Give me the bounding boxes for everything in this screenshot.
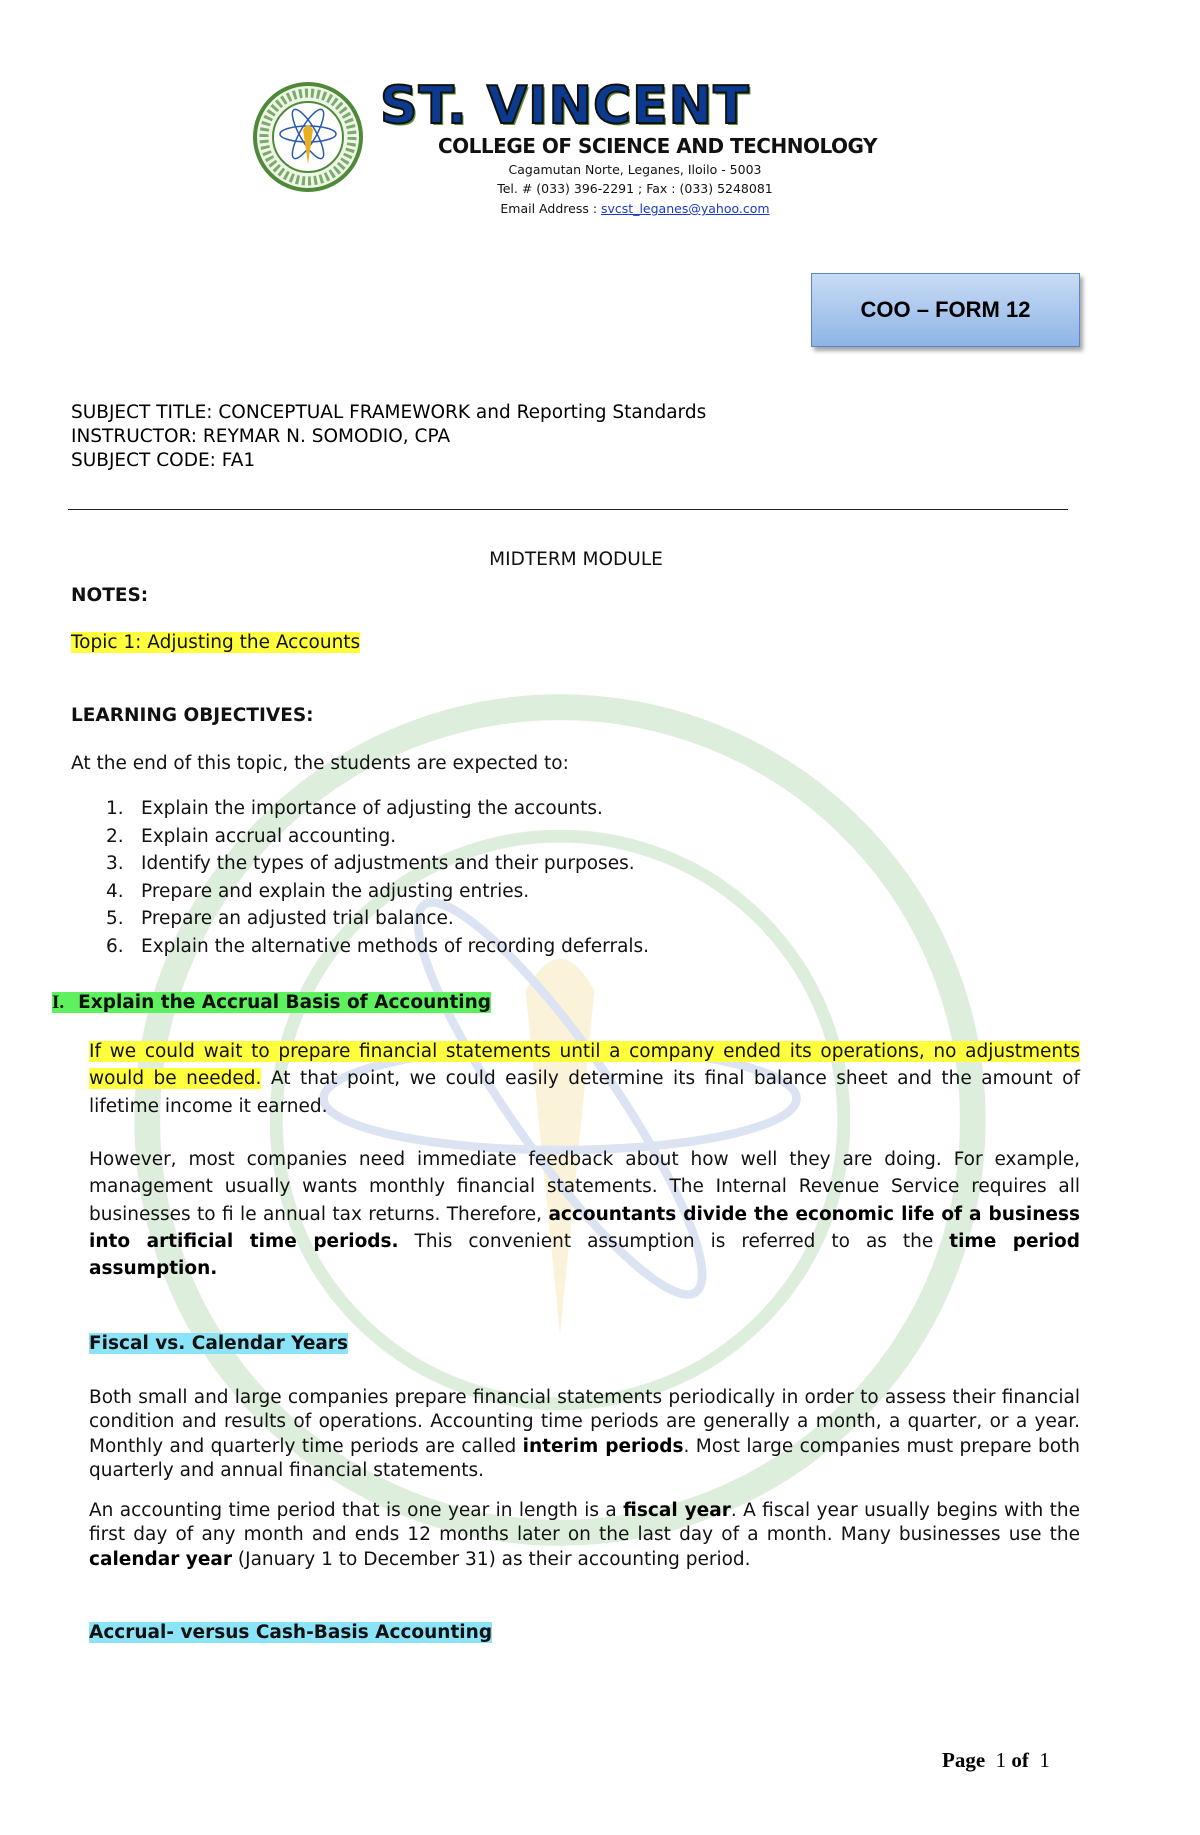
subheading-text: Fiscal vs. Calendar Years bbox=[89, 1333, 349, 1354]
topic-text: Topic 1: Adjusting the Accounts bbox=[71, 632, 361, 653]
paragraph-text: (January 1 to December 31) as their accounting period. bbox=[232, 1548, 751, 1570]
email-link[interactable]: svcst_leganes@yahoo.com bbox=[601, 201, 770, 216]
school-email-line bbox=[0, 201, 1200, 216]
notes-label: NOTES: bbox=[71, 585, 149, 606]
list-text: Explain accrual accounting. bbox=[141, 825, 397, 847]
paragraph-fiscal-year bbox=[89, 1499, 1080, 1572]
section-heading-highlight bbox=[52, 992, 491, 1013]
paragraph-time-period bbox=[89, 1146, 1080, 1282]
bold-phrase: time period assumption. bbox=[89, 1230, 1081, 1280]
school-address: Cagamutan Norte, Leganes, Iloilo - 5003 bbox=[508, 162, 762, 177]
list-number: 1. bbox=[106, 798, 124, 819]
highlighted-sentence: If we could wait to prepare financial statements until a company ended its operations, no adjustments would be needed. bbox=[89, 1041, 1080, 1090]
paragraph-text: . A fiscal year usually begins with the first day of any month and ends 12 months later on the last day of a month. Many businesses use the bbox=[89, 1500, 1080, 1546]
section-numeral: I. bbox=[52, 992, 65, 1013]
subject-instructor: INSTRUCTOR: REYMAR N. SOMODIO, CPA bbox=[71, 426, 451, 447]
list-number: 3. bbox=[106, 853, 124, 875]
list-number: 5. bbox=[106, 908, 124, 930]
list-text: Prepare and explain the adjusting entries. bbox=[141, 880, 530, 902]
paragraph-text: Both small and large companies prepare financial statements periodically in order to assess their financial condition and results of operations. Accounting time periods are generally a month, a quarter, or a year. Monthly and quarterly time periods are called bbox=[89, 1387, 1080, 1457]
page-word: Page bbox=[942, 1748, 986, 1772]
school-phone: Tel. # (033) 396-2291 ; Fax : (033) 5248081 bbox=[497, 181, 773, 196]
list-number: 4. bbox=[106, 880, 124, 902]
subject-code: SUBJECT CODE: FA1 bbox=[71, 450, 256, 471]
page-number bbox=[942, 1748, 1050, 1773]
form-code-box: COO – FORM 12 bbox=[811, 273, 1080, 347]
paragraph-text: This convenient assumption is referred to as the bbox=[398, 1230, 950, 1252]
bold-phrase: calendar year bbox=[89, 1548, 233, 1570]
bold-phrase: interim periods bbox=[522, 1435, 684, 1457]
of-word: of bbox=[1011, 1748, 1029, 1772]
list-number: 6. bbox=[106, 935, 124, 957]
paragraph-text: An accounting time period that is one year in length is a bbox=[89, 1500, 624, 1521]
paragraph-text: . Most large companies must prepare both quarterly and annual financial statements. bbox=[89, 1435, 1080, 1481]
email-label: Email Address : bbox=[500, 201, 598, 216]
subheading-text: Accrual- versus Cash-Basis Accounting bbox=[89, 1622, 493, 1643]
page-total: 1 bbox=[1039, 1748, 1050, 1772]
paragraph-text: However, most companies need immediate feedback about how well they are doing. For example, management usually wants monthly financial statements. The Internal Revenue Service requires all businesses to fi le annual tax returns. Therefore, bbox=[89, 1149, 1080, 1225]
paragraph-text: At that point, we could easily determine its final balance sheet and the amount of lifetime income it earned. bbox=[89, 1068, 1080, 1117]
objectives-intro: At the end of this topic, the students are expected to: bbox=[71, 753, 569, 774]
subheading-fiscal bbox=[89, 1333, 348, 1354]
list-item bbox=[106, 826, 649, 854]
school-name: ST. VINCENT bbox=[380, 76, 750, 136]
list-item bbox=[106, 936, 649, 964]
page-current: 1 bbox=[995, 1748, 1007, 1772]
list-text: Explain the importance of adjusting the accounts. bbox=[141, 798, 603, 819]
topic-heading bbox=[71, 632, 360, 653]
bold-phrase: accountants divide the economic life of a business into artificial time periods. bbox=[89, 1203, 1080, 1252]
subheading-accrual bbox=[89, 1622, 492, 1643]
objectives-label: LEARNING OBJECTIVES: bbox=[71, 705, 314, 726]
bold-phrase: fiscal year bbox=[623, 1500, 731, 1521]
section-heading bbox=[52, 992, 491, 1014]
list-item bbox=[106, 798, 649, 826]
list-text: Identify the types of adjustments and their purposes. bbox=[141, 853, 635, 875]
list-text: Explain the alternative methods of recording deferrals. bbox=[141, 935, 650, 957]
paragraph-adjustments bbox=[89, 1038, 1080, 1120]
list-text: Prepare an adjusted trial balance. bbox=[141, 908, 454, 930]
college-name: COLLEGE OF SCIENCE AND TECHNOLOGY bbox=[438, 134, 877, 158]
list-item bbox=[106, 853, 649, 881]
paragraph-interim bbox=[89, 1386, 1080, 1483]
section-heading-text: Explain the Accrual Basis of Accounting bbox=[78, 992, 492, 1013]
list-item bbox=[106, 881, 649, 909]
list-item bbox=[106, 908, 649, 936]
subject-title: SUBJECT TITLE: CONCEPTUAL FRAMEWORK and Reporting Standards bbox=[71, 402, 707, 423]
list-number: 2. bbox=[106, 825, 124, 847]
module-title: MIDTERM MODULE bbox=[489, 549, 663, 570]
header-divider bbox=[68, 509, 1068, 510]
objectives-list bbox=[106, 798, 649, 964]
